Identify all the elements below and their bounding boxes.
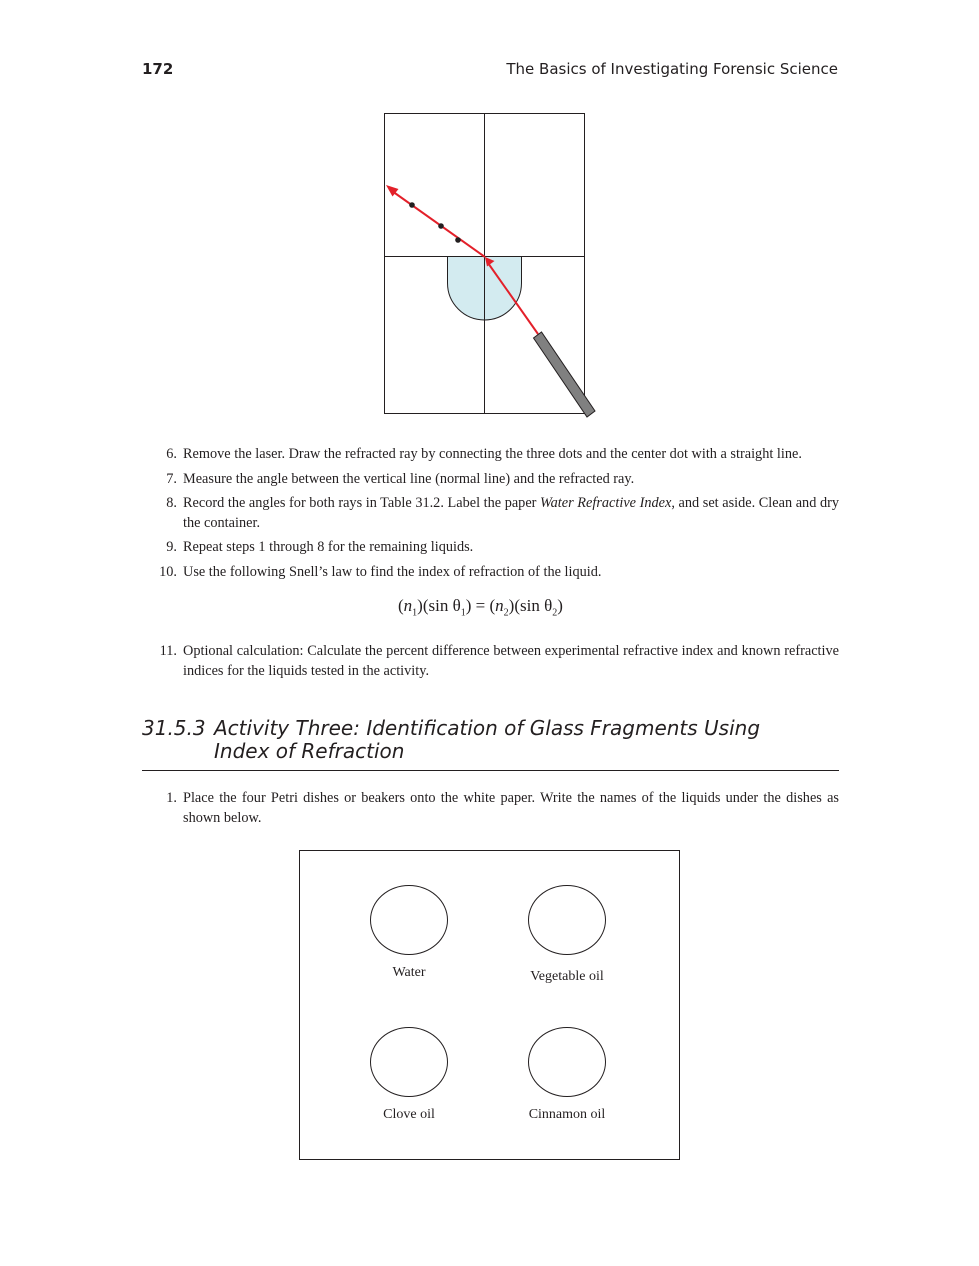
step-item (142, 494, 839, 533)
step-item (142, 445, 839, 465)
snells-law-equation: $(n_1)(\sin$ $\theta_1) = (n_2)(\sin$ $\theta_2$) (398, 596, 563, 619)
step-number: 9. (166, 539, 177, 555)
dish-label-vegetable-oil: Vegetable oil (530, 969, 604, 984)
step-number: 6. (166, 446, 177, 462)
step-number: 10. (159, 563, 177, 580)
section-title: Activity Three: Identification of Glass Fragments Using Index of Refraction (214, 716, 761, 763)
refraction-diagram (370, 105, 610, 425)
eq-sin2: sin θ (520, 596, 553, 615)
running-head: The Basics of Investigating Forensic Science (506, 60, 838, 78)
step-text: Remove the laser. Draw the refracted ray by connecting the three dots and the center dot with a straight line. (183, 446, 802, 462)
eq-n1-var: n (403, 596, 413, 615)
eq-theta1-sub: 1 (460, 607, 466, 619)
ray-dot (438, 223, 444, 229)
dish-label-cinnamon-oil: Cinnamon oil (528, 1107, 606, 1122)
eq-n1-sub: 1 (412, 607, 418, 619)
ray-dot (455, 237, 461, 243)
step-number: 1. (166, 790, 177, 806)
step-text: Place the four Petri dishes or beakers onto the white paper. Write the names of the liquids under the dishes as shown below. (183, 790, 839, 826)
step-number: 11. (159, 643, 177, 659)
page-number: 172 (142, 60, 174, 78)
step-number: 8. (166, 495, 177, 511)
procedure-step-11 (142, 642, 839, 686)
step-item (142, 470, 839, 490)
step-text: Measure the angle between the vertical line (normal line) and the refracted ray. (183, 470, 635, 487)
eq-equals: = (475, 596, 486, 615)
procedure-steps-6-10 (142, 445, 839, 587)
petri-dish-clove-oil (370, 1027, 448, 1097)
eq-theta2-sub: 2 (552, 607, 558, 619)
step-text: Repeat steps 1 through 8 for the remaining liquids. (183, 539, 474, 555)
petri-dish-water (370, 885, 448, 955)
paper-label-italic: Water Refractive Index (540, 495, 672, 511)
section-number: 31.5.3 (142, 716, 206, 740)
activity-three-steps (142, 789, 839, 833)
dish-label-water: Water (392, 965, 426, 980)
step-text: , and set aside. Clean and dry the container. (183, 495, 839, 531)
section-heading (142, 717, 839, 771)
step-text: Use the following Snell’s law to find the index of refraction of the liquid. (183, 563, 602, 580)
step-text: Record the angles for both rays in Table 31.2. Label the paper (183, 495, 541, 511)
step-item (142, 538, 839, 558)
step-item (142, 563, 839, 583)
eq-n2-sub: 2 (503, 607, 509, 619)
step-item (142, 642, 839, 681)
ray-dot (409, 202, 415, 208)
eq-n2-var: n (495, 596, 504, 615)
petri-dish-vegetable-oil (528, 885, 606, 955)
dish-label-clove-oil: Clove oil (383, 1107, 435, 1122)
petri-dish-cinnamon-oil (528, 1027, 606, 1097)
petri-dish-layout-figure (299, 850, 680, 1160)
eq-sin1: sin θ (428, 596, 461, 615)
step-item (142, 789, 839, 828)
step-number: 7. (166, 470, 177, 487)
step-text: Optional calculation: Calculate the percent difference between experimental refractive index and known refractive indices for the liquids tested in the activity. (183, 643, 839, 679)
